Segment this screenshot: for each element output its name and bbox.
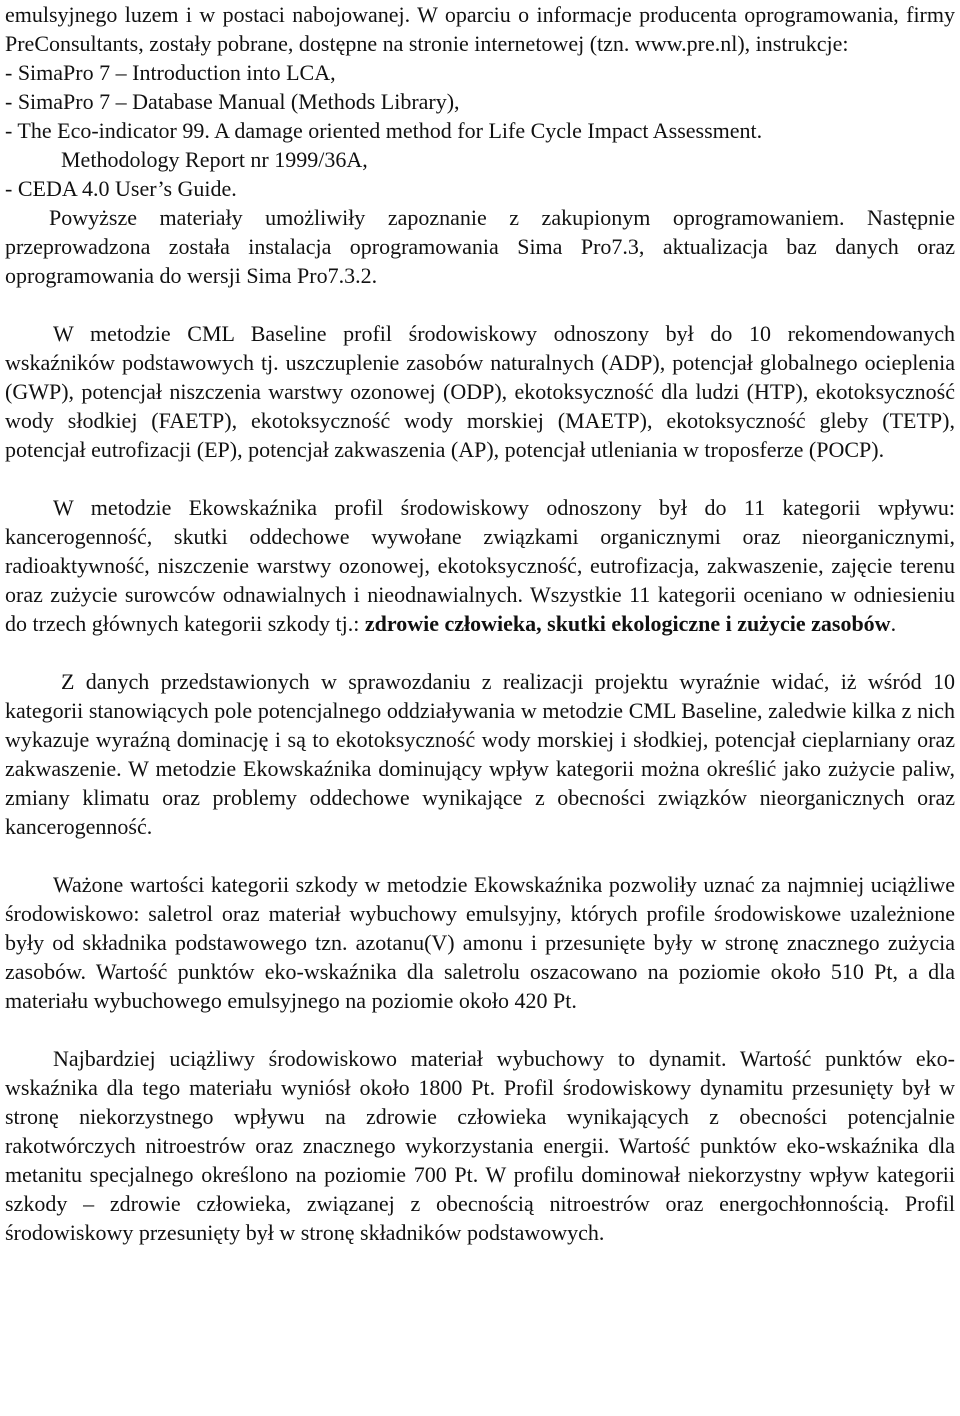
cml-paragraph: W metodzie CML Baseline profil środowiskowy odnoszony był do 10 rekomendowanych wskaźników podstawowych tj. uszczuplenie zasobów naturalnych (ADP), potencjał globalnego ocieplenia (GWP), potencjał niszczenia warstwy ozonowej (ODP), ekotoksyczność dla ludzi (HTP), ekotoksyczność wody słodkiej (FAETP), ekotoksyczność wody morskiej (MAETP), ekotoksyczność gleby (TETP), potencjał eutrofizacji (EP), potencjał zakwaszenia (AP), potencjał utleniania w troposferze (POCP). <box>5 321 955 462</box>
intro-paragraph: emulsyjnego luzem i w postaci nabojowanej. W oparciu o informacje producenta oprogramowania, firmy PreConsultants, zostały pobrane, dostępne na stronie internetowej (tzn. www.pre.nl), instrukcje: <box>5 2 955 56</box>
spacer <box>5 1015 955 1044</box>
spacer <box>5 464 955 493</box>
instruction-list <box>5 58 955 203</box>
list-item: Methodology Report nr 1999/36A, <box>61 147 368 172</box>
list-item: - SimaPro 7 – Database Manual (Methods Library), <box>5 89 460 114</box>
document-page <box>5 0 955 1247</box>
list-item: - The Eco-indicator 99. A damage oriented method for Life Cycle Impact Assessment. <box>5 118 763 143</box>
damage-categories-bold: zdrowie człowieka, skutki ekologiczne i zużycie zasobów <box>364 611 891 636</box>
spacer <box>5 841 955 870</box>
list-item: - SimaPro 7 – Introduction into LCA, <box>5 60 336 85</box>
ecoindicator-end: . <box>890 611 897 636</box>
report-paragraph: Z danych przedstawionych w sprawozdaniu z realizacji projektu wyraźnie widać, iż wśród 10 kategorii stanowiących pole potencjalnego oddziaływania w metodzie CML Baseline, zaledwie kilka z nich wykazuje wyraźną dominację i są to ekotoksyczność wody morskiej i słodkiej, potencjał cieplarniany oraz zakwaszenie. W metodzie Ekowskaźnika dominujący wpływ kategorii można określić jako zużycie paliw, zmiany klimatu oraz problemy oddechowe wynikające z obecności związków nieorganicznych oraz kancerogenność. <box>5 669 955 839</box>
list-item: - CEDA 4.0 User’s Guide. <box>5 176 237 201</box>
weighted-values-paragraph: Ważone wartości kategorii szkody w metodzie Ekowskaźnika pozwoliły uznać za najmniej uciążliwe środowiskowo: saletrol oraz materiał wybuchowy emulsyjny, których profile środowiskowe uzależnione były od składnika podstawowego tzn. azotanu(V) amonu i przesunięte były w stronę znacznego zużycia zasobów. Wartość punktów eko-wskaźnika dla saletrolu oszacowano na poziomie około 510 Pt, a dla materiału wybuchowego emulsyjnego na poziomie około 420 Pt. <box>5 872 955 1013</box>
dynamite-paragraph: Najbardziej uciążliwy środowiskowo materiał wybuchowy to dynamit. Wartość punktów eko-wskaźnika dla tego materiału wyniósł około 1800 Pt. Profil środowiskowy dynamitu przesunięty był w stronę niekorzystnego wpływu na zdrowie człowieka wynikających z obecności potencjalnie rakotwórczych nitroestrów oraz znacznego wykorzystania energii. Wartość punktów eko-wskaźnika dla metanitu specjalnego określono na poziomie 700 Pt. W profilu dominował niekorzystny wpływ kategorii szkody – zdrowie człowieka, związanej z obecnością nitroestrów oraz energochłonnością. Profil środowiskowy przesunięty był w stronę składników podstawowych. <box>5 1046 955 1245</box>
materials-paragraph: Powyższe materiały umożliwiły zapoznanie z zakupionym oprogramowaniem. Następnie przeprowadzona została instalacja oprogramowania Sima Pro7.3, aktualizacja baz danych oraz oprogramowania do wersji Sima Pro7.3.2. <box>5 205 955 288</box>
spacer <box>5 638 955 667</box>
ecoindicator-paragraph <box>5 493 955 638</box>
spacer <box>5 290 955 319</box>
ecoindicator-text: W metodzie Ekowskaźnika profil środowiskowy odnoszony był do 11 kategorii wpływu: kancerogenność, skutki oddechowe wywołane związkami organicznymi oraz nieorganicznymi, radioaktywność, niszczenie warstwy ozonowej, ekotoksyczność, eutrofizacja, zakwaszenie, zajęcie terenu oraz zużycie surowców odnawialnych i nieodnawialnych. Wszystkie 11 kategorii oceniano w odniesieniu do trzech głównych kategorii szkody tj.: <box>5 495 955 636</box>
